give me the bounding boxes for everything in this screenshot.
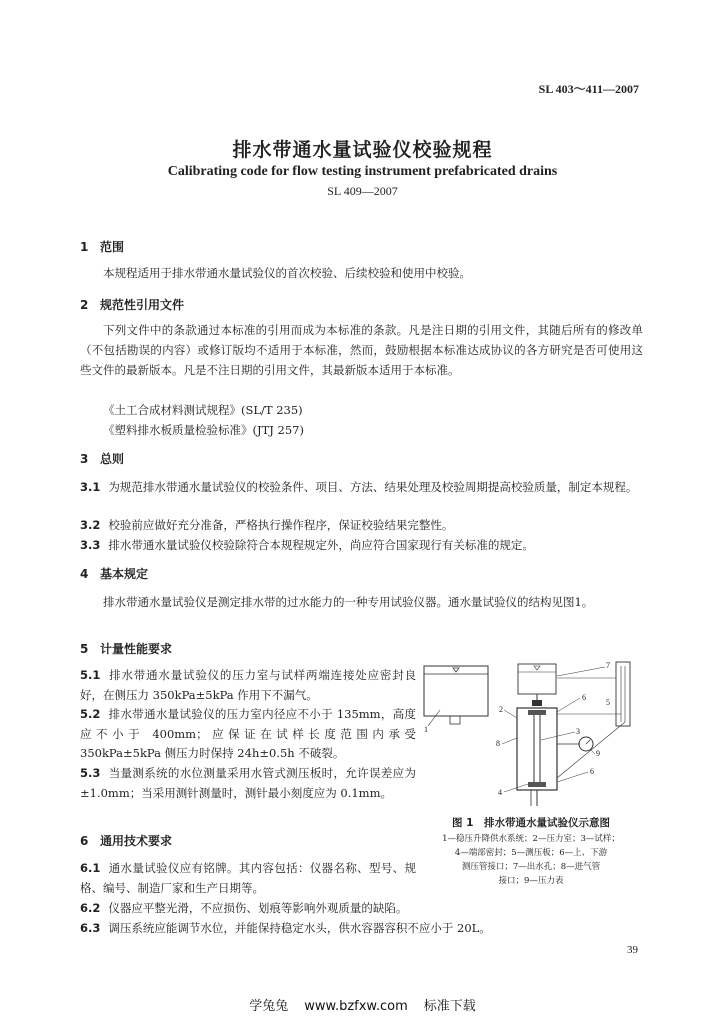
section-1-heading [80,238,124,255]
clause-number: 6.3 [80,921,101,935]
section-5-heading [80,640,172,657]
leader-line [557,667,605,676]
footer-slogan: 标准下载 [423,999,476,1014]
clause-number: 3.2 [80,518,101,532]
clause-5-3 [80,764,416,803]
clause-5-1 [80,666,416,705]
section-number: 5 [80,642,89,656]
figure-caption: 图 1 排水带通水量试验仪示意图 [452,817,610,829]
figure-label: 9 [596,749,600,758]
sample-strip [534,712,540,786]
clause-text: 仪器应平整光滑，不应损伤、划痕等影响外观质量的缺陷。 [108,901,408,915]
clause-number: 5.3 [80,766,101,780]
clause-3-2 [80,515,643,535]
figure-label: 2 [499,705,503,714]
upper-reservoir [518,664,556,694]
reference-2: 《塑料排水板质量检验标准》(JTJ 257) [103,423,304,437]
footer-url[interactable]: www.bzfxw.com [304,999,408,1014]
figure-label: 7 [606,661,610,670]
section-number: 4 [80,567,89,581]
pressure-chamber [517,708,557,790]
manometer-board [616,662,630,726]
supply-outlet [450,716,460,724]
section-title: 基本规定 [100,567,149,581]
figure-legend-line: 接口；9—压力表 [498,876,564,886]
clause-text: 排水带通水量试验仪的压力室与试样两端连接处应密封良好，在侧压力 350kPa±5kPa 作用下不漏气。 [80,668,416,702]
figure-label: 6 [590,767,594,776]
clause-number: 5.1 [80,668,101,682]
section-number: 2 [80,298,89,312]
section-title: 范围 [100,240,125,254]
figure-legend [420,832,642,888]
leader-line [504,710,517,718]
section-3-heading [80,450,124,467]
reference-1: 《土工合成材料测试规程》(SL/T 235) [103,403,303,417]
figure-label: 8 [496,739,500,748]
page-number: 39 [627,944,638,956]
leader-line [541,732,575,740]
water-level-marker [453,668,459,672]
figure-legend-line: 测压管接口；7—出水孔；8—进气管 [461,862,601,872]
leader-line [428,710,440,726]
figure-legend-line: 1—稳压升降供水系统；2—压力室；3—试样； [442,834,620,844]
section-4-text: 排水带通水量试验仪是测定排水带的过水能力的一种专用试验仪器。通水量试验仪的结构见图1。 [103,595,594,609]
figure-label: 1 [424,725,428,734]
section-title: 计量性能要求 [100,642,173,656]
bottom-seal [528,782,546,787]
standard-code: SL 403～411—2007 [538,82,639,96]
valve [532,700,542,706]
page-title-english: Calibrating code for flow testing instrument prefabricated drains [167,164,558,179]
clause-number: 5.2 [80,707,101,721]
clause-text: 调压系统应能调节水位，并能保持稳定水头，供水容器容积不应小于 20L。 [108,921,491,935]
section-4-heading [80,565,148,582]
section-title: 总则 [100,452,125,466]
clause-3-3 [80,535,643,555]
clause-6-1 [80,859,416,898]
leader-line [590,749,595,754]
gauge-needle [586,740,590,744]
section-2-heading [80,296,184,313]
clause-number: 6.1 [80,861,101,875]
footer-site-name: 学兔兔 [249,999,289,1014]
figure-label: 3 [576,727,580,736]
leader-line [504,784,528,792]
clause-number: 3.1 [80,480,101,494]
clause-text: 通水量试验仪应有铭牌。其内容包括：仪器名称、型号、规格、编号、制造厂家和生产日期等。 [80,861,416,895]
leader-line [502,738,517,744]
clause-text: 为规范排水带通水量试验仪的校验条件、项目、方法、结果处理及校验周期提高校验质量，制定本规程。 [108,480,638,494]
section-1-text: 本规程适用于排水带通水量试验仪的首次校验、后续校验和使用中校验。 [103,266,471,280]
page-title: 排水带通水量试验仪校验规程 [232,139,493,161]
section-6-heading [80,832,172,849]
standard-number: SL 409—2007 [327,184,398,198]
leader-line [557,698,580,712]
section-number: 6 [80,834,89,848]
supply-tank [424,666,488,716]
figure-1-diagram [420,660,642,810]
clause-number: 6.2 [80,901,101,915]
section-title: 规范性引用文件 [100,298,185,312]
section-title: 通用技术要求 [100,834,173,848]
clause-text: 排水带通水量试验仪的压力室内径应不小于 135mm，高度应不小于 400mm；应保证在试样长度范围内承受 350kPa±5kPa 侧压力时保持 24h±0.5h 不破裂。 [80,707,416,760]
section-number: 1 [80,240,89,254]
top-seal [528,710,546,715]
figure-label: 4 [498,788,502,797]
clause-6-2 [80,898,643,918]
clause-text: 排水带通水量试验仪校验除符合本规程规定外，尚应符合国家现行有关标准的规定。 [108,538,534,552]
footer-watermark [0,995,725,1014]
clause-6-3 [80,918,643,938]
figure-label: 5 [606,698,610,707]
figure-label: 6 [582,693,586,702]
leader-line [557,772,588,782]
clause-5-2 [80,705,416,764]
clause-text: 当量测系统的水位测量采用水管式测压板时，允许误差应为 ±1.0mm；当采用测针测量时，测针最小刻度应为 0.1mm。 [80,766,416,800]
section-2-text: 下列文件中的条款通过本标准的引用而成为本标准的条款。凡是注日期的引用文件，其随后所有的修改单（不包括勘误的内容）或修订版均不适用于本标准，然而，鼓励根据本标准达成协议的各方研究是否可使用这些文件的最新版本。凡是不注日期的引用文件，其最新版本适用于本标准。 [80,323,643,377]
clause-text: 校验前应做好充分准备，严格执行操作程序，保证校验结果完整性。 [108,518,454,532]
figure-legend-line: 4—端部密封；5—测压板；6—上、下游 [454,848,608,858]
water-level-marker [534,666,540,670]
clause-number: 3.3 [80,538,101,552]
section-number: 3 [80,452,89,466]
clause-3-1 [80,477,643,497]
